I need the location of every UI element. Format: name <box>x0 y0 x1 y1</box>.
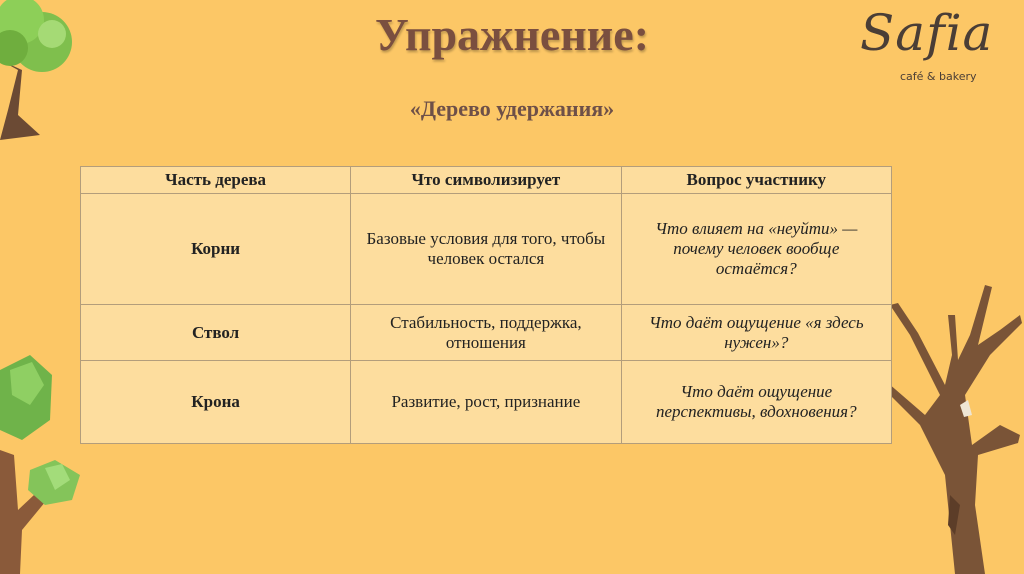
table-row <box>81 361 892 444</box>
cell-part: Корни <box>81 194 351 305</box>
logo <box>856 4 1016 88</box>
slide-title: Упражнение: <box>374 9 650 60</box>
cell-symbol: Базовые условия для того, чтобы человек остался <box>351 194 621 305</box>
table-row <box>81 194 892 305</box>
logo-brand: Safia <box>860 4 994 62</box>
column-header-part: Часть дерева <box>81 167 351 194</box>
table-row <box>81 305 892 361</box>
cell-part: Крона <box>81 361 351 444</box>
table-header-row <box>81 167 892 194</box>
column-header-symbol: Что символизирует <box>351 167 621 194</box>
slide-subtitle: «Дерево удержания» <box>409 96 615 121</box>
logo-tagline: café & bakery <box>900 70 977 83</box>
cell-part: Ствол <box>81 305 351 361</box>
cell-question: Что влияет на «неуйти» — почему человек вообще остаётся? <box>621 194 891 305</box>
green-tree-icon <box>0 350 90 574</box>
cell-question: Что даёт ощущение перспективы, вдохновения? <box>621 361 891 444</box>
cell-symbol: Развитие, рост, признание <box>351 361 621 444</box>
tree-table <box>80 166 892 444</box>
column-header-question: Вопрос участнику <box>621 167 891 194</box>
cell-symbol: Стабильность, поддержка, отношения <box>351 305 621 361</box>
cell-question: Что даёт ощущение «я здесь нужен»? <box>621 305 891 361</box>
